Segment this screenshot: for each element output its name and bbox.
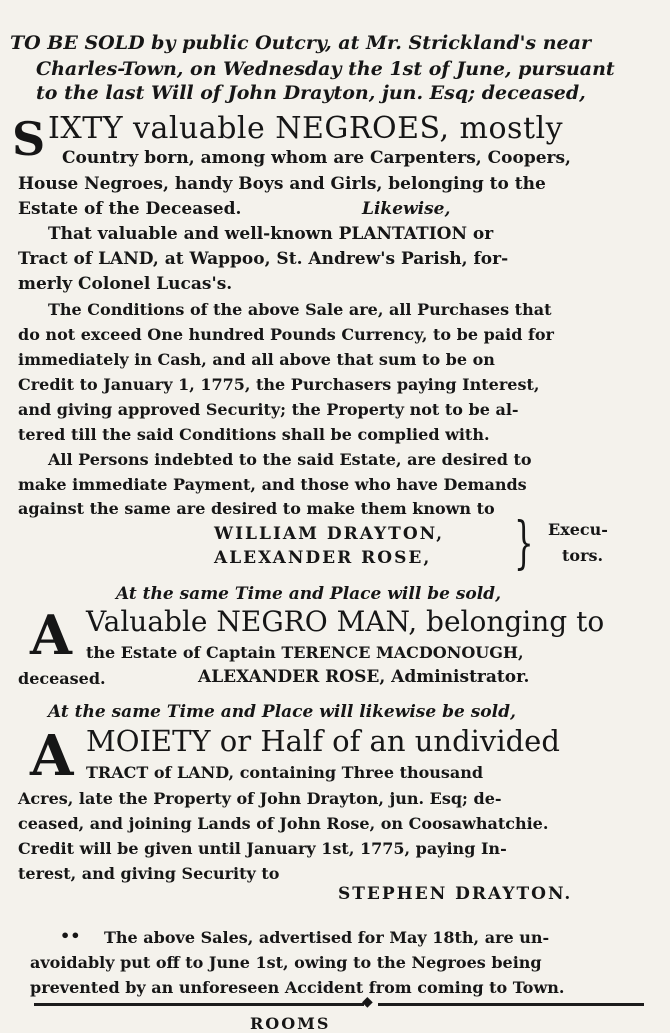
next-ad-fragment: ROOMS: [250, 1014, 331, 1033]
ad1-body-line-9: immediately in Cash, and all above that sum to be on: [18, 350, 495, 369]
ad1-body-line-3: Estate of the Deceased.: [18, 199, 242, 219]
ad1-body-line-1: Country born, among whom are Carpenters, Coopers,: [62, 148, 571, 168]
ad1-body-line-11: and giving approved Security; the Property not to be al-: [18, 400, 519, 419]
ad3-dropcap: A: [30, 723, 74, 789]
ad1-body-line-7: The Conditions of the above Sale are, all Purchases that: [48, 300, 552, 319]
notice-line-2: avoidably put off to June 1st, owing to the Negroes being: [30, 953, 542, 972]
executor-name-2: ALEXANDER ROSE,: [214, 548, 432, 568]
ad3-line-5: Credit will be given until January 1st, 1775, paying In-: [18, 839, 507, 858]
notice-line-3: prevented by an unforeseen Accident from coming to Town.: [30, 978, 565, 997]
ad3-line-3: Acres, late the Property of John Drayton, jun. Esq; de-: [18, 789, 502, 808]
executors-label-2: tors.: [562, 546, 604, 565]
ad1-body-line-15: against the same are desired to make them known to: [18, 499, 495, 518]
ad1-body-line-5: Tract of LAND, at Wappoo, St. Andrew's Parish, for-: [18, 249, 509, 269]
separator-rule-right: [378, 1003, 644, 1006]
ad3-line-2: TRACT of LAND, containing Three thousand: [86, 763, 484, 782]
ad3-line-1: MOIETY or Half of an undivided: [86, 724, 560, 758]
ad1-body-line-10: Credit to January 1, 1775, the Purchasers paying Interest,: [18, 375, 540, 394]
ad1-body-line-2: House Negroes, handy Boys and Girls, belonging to the: [18, 174, 546, 194]
ad1-body-line-4: That valuable and well-known PLANTATION or: [48, 224, 494, 244]
ad1-dropcap: S: [12, 112, 46, 166]
ad3-line-4: ceased, and joining Lands of John Rose, on Coosawhatchie.: [18, 814, 549, 833]
executor-name-1: WILLIAM DRAYTON,: [214, 524, 445, 544]
ad1-lead-line: IXTY valuable NEGROES, mostly: [48, 111, 564, 146]
ad2-dropcap: A: [30, 603, 72, 667]
ad2-intro: At the same Time and Place will be sold,: [116, 584, 501, 604]
ad1-heading-line-3: to the last Will of John Drayton, jun. Esq; deceased,: [36, 82, 586, 104]
ad2-line-4: ALEXANDER ROSE, Administrator.: [198, 667, 530, 687]
ad3-signer: STEPHEN DRAYTON.: [338, 884, 573, 904]
notice-line-1: The above Sales, advertised for May 18th, are un-: [104, 928, 550, 947]
executors-label-1: Execu-: [548, 520, 608, 539]
ad1-body-line-13: All Persons indebted to the said Estate, are desired to: [48, 450, 532, 469]
ad1-body-line-6: merly Colonel Lucas's.: [18, 274, 233, 294]
ad1-heading-line-1: TO BE SOLD by public Outcry, at Mr. Strickland's near: [10, 32, 591, 54]
executors-brace: }: [514, 511, 534, 576]
ad1-body-line-12: tered till the said Conditions shall be complied with.: [18, 425, 490, 444]
ad2-line-1: Valuable NEGRO MAN, belonging to: [86, 605, 605, 638]
ad1-heading-line-2: Charles-Town, on Wednesday the 1st of June, pursuant: [36, 58, 615, 80]
notice-mark: ••: [60, 926, 81, 945]
ad1-likewise: Likewise,: [362, 199, 451, 219]
separator-rule-left: [34, 1003, 364, 1006]
ad3-intro: At the same Time and Place will likewise be sold,: [48, 702, 516, 722]
ad2-line-2: the Estate of Captain TERENCE MACDONOUGH,: [86, 643, 524, 662]
ad1-body-line-8: do not exceed One hundred Pounds Currency, to be paid for: [18, 325, 554, 344]
separator-ornament: ◆: [362, 994, 373, 1010]
ad3-line-6: terest, and giving Security to: [18, 864, 280, 883]
ad1-body-line-14: make immediate Payment, and those who have Demands: [18, 475, 527, 494]
ad2-line-3: deceased.: [18, 669, 106, 688]
